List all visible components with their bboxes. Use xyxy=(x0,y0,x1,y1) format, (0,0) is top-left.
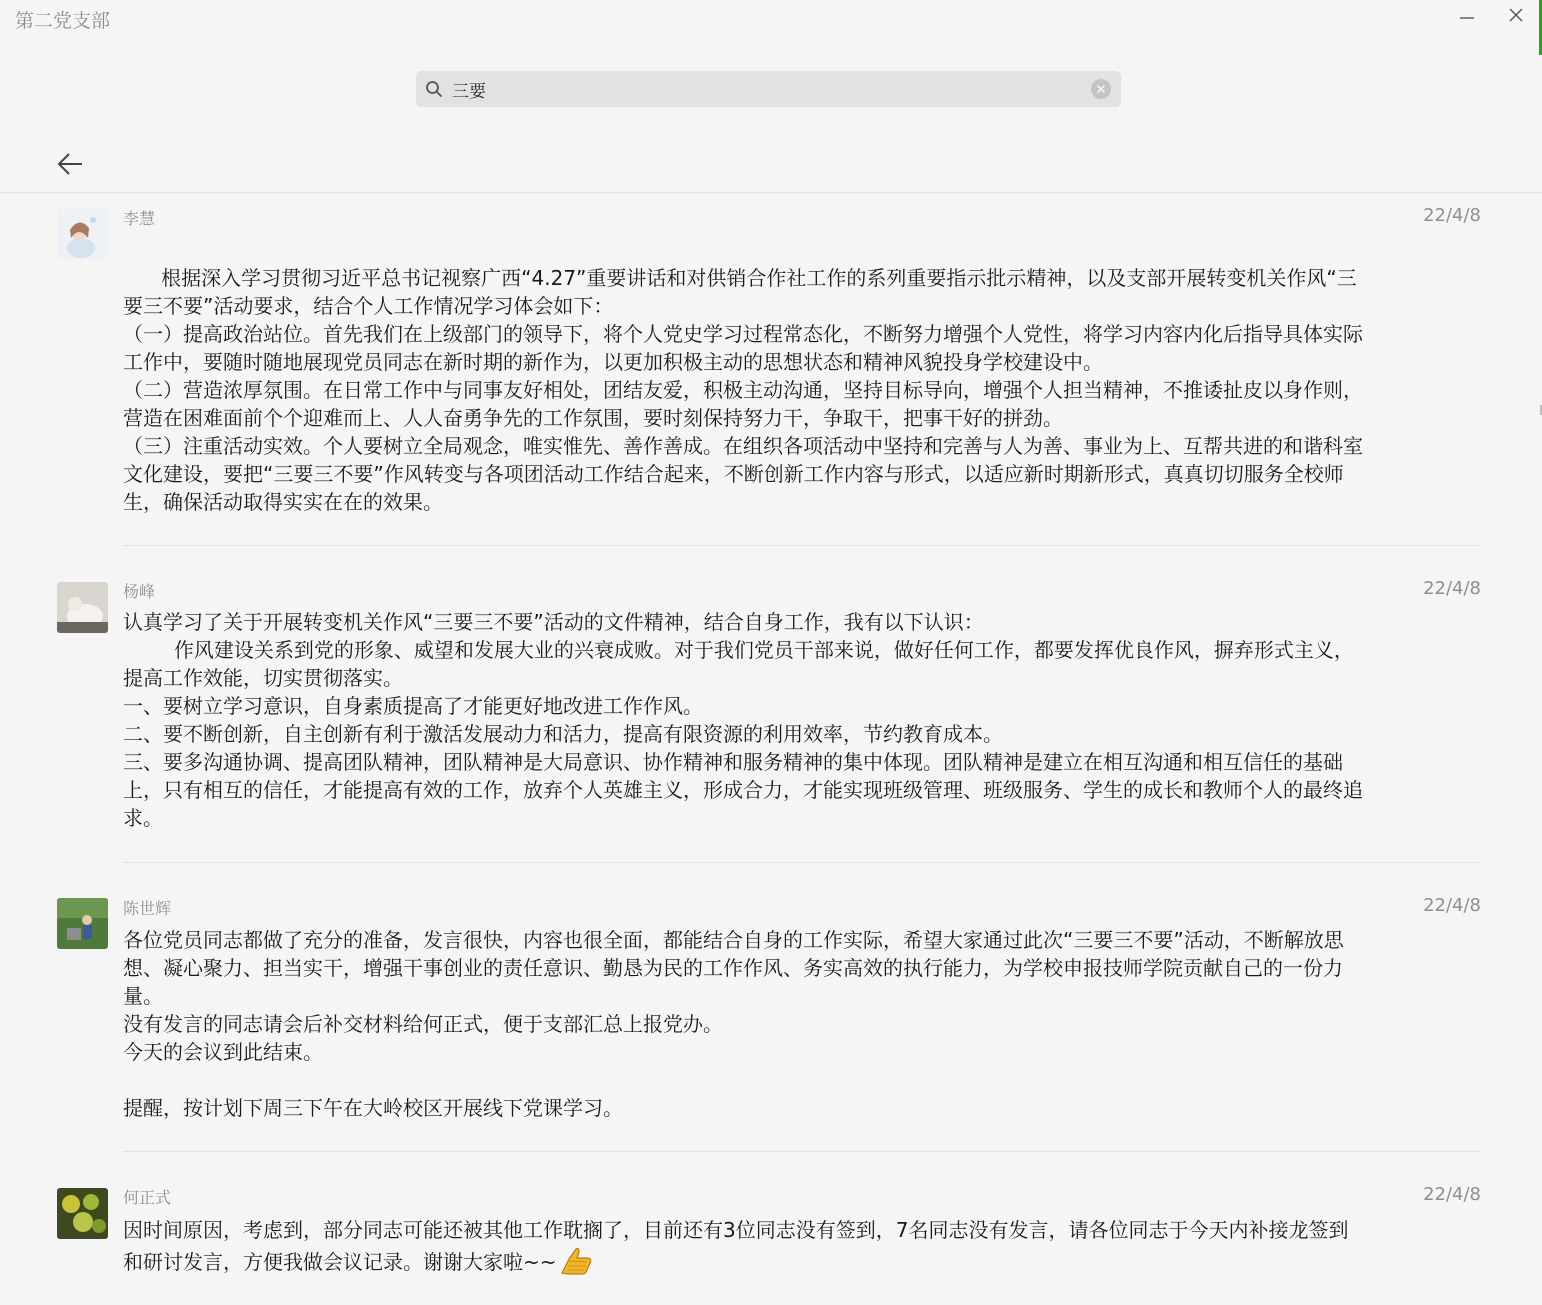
back-button[interactable] xyxy=(55,148,87,180)
search-input[interactable] xyxy=(452,71,1072,107)
close-icon xyxy=(1508,7,1524,23)
avatar[interactable] xyxy=(57,208,108,259)
message-divider xyxy=(123,862,1481,863)
sender-name: 陈世辉 xyxy=(123,899,172,918)
avatar[interactable] xyxy=(57,1188,108,1239)
message-divider xyxy=(123,545,1481,546)
message-text-content: 因时间原因，考虑到，部分同志可能还被其他工作耽搁了，目前还有3位同志没有签到，7名同志没有发言，请各位同志于今天内补接龙签到和研讨发言，方便我做会议记录。谢谢大家啦~~ xyxy=(123,1218,1349,1274)
close-button[interactable] xyxy=(1501,2,1531,28)
message-date: 22/4/8 xyxy=(1423,578,1481,599)
clear-search-button[interactable] xyxy=(1091,79,1111,99)
search-icon xyxy=(425,80,443,98)
message-date: 22/4/8 xyxy=(1423,205,1481,226)
clear-icon xyxy=(1096,84,1106,94)
message-text xyxy=(123,1215,1368,1283)
minimize-button[interactable] xyxy=(1452,2,1482,28)
window-title: 第二党支部 xyxy=(15,10,111,32)
message-date: 22/4/8 xyxy=(1423,1184,1481,1205)
message-text: 各位党员同志都做了充分的准备，发言很快，内容也很全面，都能结合自身的工作实际，希望大家通过此次“三要三不要”活动，不断解放思想、凝心聚力、担当实干，增强干事创业的责任意识、勤恳为民的工作作风、务实高效的执行能力，为学校申报技师学院贡献自己的一份力量。 没有发言的同志请会后补交材料给何正式，便于支部汇总上报党办。 今天的会议到此结束。 提醒，按计划下周三下午在大岭校区开展线下党课学习。 xyxy=(123,928,1344,1120)
search-bar[interactable] xyxy=(416,71,1121,107)
avatar[interactable] xyxy=(57,898,108,949)
sender-name: 李慧 xyxy=(123,209,156,228)
avatar[interactable] xyxy=(57,582,108,633)
back-arrow-icon xyxy=(55,148,87,180)
thumbs-up-emoji-icon xyxy=(559,1245,593,1283)
message-text: 认真学习了关于开展转变机关作风“三要三不要”活动的文件精神，结合自身工作，我有以下认识： 作风建设关系到党的形象、威望和发展大业的兴衰成败。对于我们党员干部来说，做好任何工作，都要发挥优良作风，摒弃形式主义，提高工作效能，切实贯彻落实。 一、要树立学习意识，自身素质提高了才能更好地改进工作作风。 二、要不断创新，自主创新有利于激活发展动力和活力，提高有限资源的利用效率，节约教育成本。 三、要多沟通协调、提高团队精神，团队精神是大局意识、协作精神和服务精神的集中体现。团队精神是建立在相互沟通和相互信任的基础上，只有相互的信任，才能提高有效的工作，放弃个人英雄主义，形成合力，才能实现班级管理、班级服务、学生的成长和教师个人的最终追求。 xyxy=(123,610,1363,830)
minimize-icon xyxy=(1459,7,1475,23)
header-divider xyxy=(0,192,1542,193)
sender-name: 杨峰 xyxy=(123,582,156,601)
message-date: 22/4/8 xyxy=(1423,895,1481,916)
message-text: 根据深入学习贯彻习近平总书记视察广西“4.27”重要讲话和对供销合作社工作的系列重要指示批示精神，以及支部开展转变机关作风“三要三不要”活动要求，结合个人工作情况学习体会如下： （一）提高政治站位。首先我们在上级部门的领导下，将个人党史学习过程常态化，不断努力增强个人党性，将学习内容内化后指导具体实际工作中，要随时随地展现党员同志在新时期的新作为，以更加积极主动的思想状态和精神风貌投身学校建设中。 （二）营造浓厚氛围。在日常工作中与同事友好相处，团结友爱，积极主动沟通，坚持目标导向，增强个人担当精神，不推诿扯皮以身作则，营造在困难面前个个迎难而上、人人奋勇争先的工作氛围，要时刻保持努力干，争取干，把事干好的拼劲。 （三）注重活动实效。个人要树立全局观念，唯实惟先、善作善成。在组织各项活动中坚持和完善与人为善、事业为上、互帮共进的和谐科室文化建设，要把“三要三不要”作风转变与各项团活动工作结合起来，不断创新工作内容与形式，以适应新时期新形式，真真切切服务全校师生，确保活动取得实实在在的效果。 xyxy=(123,266,1363,514)
message-divider xyxy=(123,1151,1481,1152)
sender-name: 何正式 xyxy=(123,1188,172,1207)
